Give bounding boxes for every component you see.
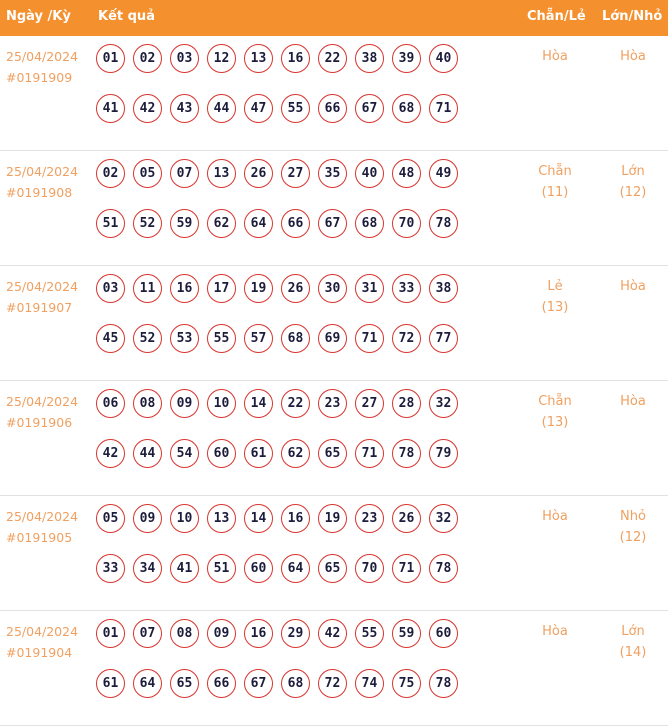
number-ball: 40 — [429, 44, 458, 73]
number-ball: 66 — [207, 669, 236, 698]
number-ball: 09 — [133, 504, 162, 533]
table-header — [0, 0, 668, 36]
number-ball: 22 — [318, 44, 347, 73]
number-ball: 16 — [244, 619, 273, 648]
number-ball: 61 — [244, 439, 273, 468]
even-odd-count: (13) — [541, 415, 569, 430]
number-ball: 39 — [392, 44, 421, 73]
number-ball: 05 — [96, 504, 125, 533]
number-ball: 45 — [96, 324, 125, 353]
result-numbers — [96, 44, 476, 144]
table-row — [0, 381, 668, 496]
number-ball: 78 — [392, 439, 421, 468]
date-period-cell — [6, 621, 78, 663]
draw-period: #0191905 — [6, 530, 73, 545]
result-numbers — [96, 274, 476, 374]
big-small-result: Hòa — [620, 49, 646, 64]
number-ball: 16 — [281, 504, 310, 533]
number-ball: 51 — [207, 554, 236, 583]
number-ball: 40 — [355, 159, 384, 188]
number-line — [96, 44, 476, 75]
big-small-cell — [603, 621, 663, 663]
number-ball: 52 — [133, 209, 162, 238]
number-ball: 38 — [355, 44, 384, 73]
even-odd-result: Hòa — [542, 49, 568, 64]
number-ball: 43 — [170, 94, 199, 123]
draw-period: #0191907 — [6, 300, 73, 315]
header-result: Kết quả — [98, 9, 155, 24]
number-ball: 07 — [133, 619, 162, 648]
number-ball: 26 — [392, 504, 421, 533]
number-ball: 60 — [244, 554, 273, 583]
number-ball: 62 — [281, 439, 310, 468]
number-ball: 19 — [318, 504, 347, 533]
number-ball: 28 — [392, 389, 421, 418]
big-small-result: Lớn — [621, 164, 645, 179]
number-ball: 60 — [207, 439, 236, 468]
big-small-cell — [603, 391, 663, 412]
number-ball: 54 — [170, 439, 199, 468]
number-ball: 67 — [355, 94, 384, 123]
number-ball: 29 — [281, 619, 310, 648]
number-ball: 42 — [133, 94, 162, 123]
number-line — [96, 554, 476, 585]
number-ball: 03 — [170, 44, 199, 73]
number-ball: 72 — [392, 324, 421, 353]
draw-period: #0191909 — [6, 70, 73, 85]
number-ball: 42 — [96, 439, 125, 468]
draw-period: #0191906 — [6, 415, 73, 430]
number-ball: 55 — [355, 619, 384, 648]
number-ball: 26 — [281, 274, 310, 303]
even-odd-cell — [525, 161, 585, 203]
big-small-count: (14) — [619, 645, 647, 660]
number-ball: 09 — [207, 619, 236, 648]
number-ball: 10 — [170, 504, 199, 533]
number-ball: 64 — [244, 209, 273, 238]
number-ball: 31 — [355, 274, 384, 303]
number-ball: 14 — [244, 504, 273, 533]
number-ball: 01 — [96, 44, 125, 73]
number-ball: 22 — [281, 389, 310, 418]
number-ball: 14 — [244, 389, 273, 418]
number-ball: 71 — [392, 554, 421, 583]
number-ball: 02 — [133, 44, 162, 73]
number-ball: 59 — [392, 619, 421, 648]
draw-date: 25/04/2024 — [6, 49, 79, 64]
number-ball: 32 — [429, 389, 458, 418]
number-ball: 68 — [281, 669, 310, 698]
date-period-cell — [6, 391, 78, 433]
number-ball: 16 — [170, 274, 199, 303]
even-odd-count: (11) — [541, 185, 569, 200]
number-ball: 61 — [96, 669, 125, 698]
date-period-cell — [6, 46, 78, 88]
results-table — [0, 36, 668, 726]
number-ball: 08 — [133, 389, 162, 418]
number-ball: 13 — [207, 159, 236, 188]
number-ball: 49 — [429, 159, 458, 188]
number-ball: 48 — [392, 159, 421, 188]
number-ball: 59 — [170, 209, 199, 238]
number-ball: 23 — [318, 389, 347, 418]
draw-period: #0191908 — [6, 185, 73, 200]
number-ball: 33 — [96, 554, 125, 583]
big-small-result: Lớn — [621, 624, 645, 639]
table-row — [0, 611, 668, 726]
number-line — [96, 324, 476, 355]
draw-date: 25/04/2024 — [6, 164, 79, 179]
number-line — [96, 619, 476, 650]
number-line — [96, 669, 476, 700]
number-ball: 78 — [429, 209, 458, 238]
number-ball: 01 — [96, 619, 125, 648]
number-ball: 53 — [170, 324, 199, 353]
table-row — [0, 496, 668, 611]
table-row — [0, 151, 668, 266]
number-ball: 71 — [355, 439, 384, 468]
draw-period: #0191904 — [6, 645, 73, 660]
number-ball: 75 — [392, 669, 421, 698]
header-big-small: Lớn/Nhỏ — [602, 9, 663, 24]
number-ball: 65 — [170, 669, 199, 698]
big-small-cell — [603, 46, 663, 67]
number-ball: 26 — [244, 159, 273, 188]
number-ball: 65 — [318, 439, 347, 468]
even-odd-cell — [525, 621, 585, 642]
big-small-result: Hòa — [620, 279, 646, 294]
number-ball: 09 — [170, 389, 199, 418]
number-ball: 79 — [429, 439, 458, 468]
number-ball: 68 — [355, 209, 384, 238]
draw-date: 25/04/2024 — [6, 624, 79, 639]
number-ball: 23 — [355, 504, 384, 533]
number-ball: 51 — [96, 209, 125, 238]
result-numbers — [96, 389, 476, 489]
even-odd-cell — [525, 276, 585, 318]
number-ball: 10 — [207, 389, 236, 418]
result-numbers — [96, 504, 476, 604]
even-odd-result: Hòa — [542, 624, 568, 639]
result-numbers — [96, 619, 476, 719]
table-row — [0, 36, 668, 151]
number-ball: 71 — [355, 324, 384, 353]
number-ball: 64 — [133, 669, 162, 698]
big-small-result: Hòa — [620, 394, 646, 409]
number-ball: 55 — [207, 324, 236, 353]
date-period-cell — [6, 506, 78, 548]
date-period-cell — [6, 276, 78, 318]
number-ball: 71 — [429, 94, 458, 123]
even-odd-cell — [525, 506, 585, 527]
number-ball: 12 — [207, 44, 236, 73]
number-ball: 70 — [355, 554, 384, 583]
number-ball: 78 — [429, 669, 458, 698]
big-small-count: (12) — [619, 530, 647, 545]
number-ball: 06 — [96, 389, 125, 418]
draw-date: 25/04/2024 — [6, 279, 79, 294]
number-ball: 44 — [133, 439, 162, 468]
number-ball: 42 — [318, 619, 347, 648]
number-ball: 74 — [355, 669, 384, 698]
even-odd-count: (13) — [541, 300, 569, 315]
even-odd-result: Lẻ — [547, 279, 563, 294]
number-line — [96, 159, 476, 190]
number-line — [96, 94, 476, 125]
number-ball: 03 — [96, 274, 125, 303]
number-ball: 62 — [207, 209, 236, 238]
number-line — [96, 439, 476, 470]
big-small-cell — [603, 161, 663, 203]
number-ball: 60 — [429, 619, 458, 648]
number-ball: 64 — [281, 554, 310, 583]
number-ball: 38 — [429, 274, 458, 303]
number-ball: 55 — [281, 94, 310, 123]
draw-date: 25/04/2024 — [6, 394, 79, 409]
number-ball: 32 — [429, 504, 458, 533]
big-small-cell — [603, 276, 663, 297]
header-date-period: Ngày /Kỳ — [6, 9, 71, 24]
number-ball: 05 — [133, 159, 162, 188]
header-even-odd: Chẵn/Lẻ — [527, 9, 586, 24]
number-ball: 13 — [244, 44, 273, 73]
number-ball: 68 — [392, 94, 421, 123]
number-ball: 35 — [318, 159, 347, 188]
number-ball: 13 — [207, 504, 236, 533]
number-line — [96, 389, 476, 420]
big-small-cell — [603, 506, 663, 548]
number-ball: 57 — [244, 324, 273, 353]
table-row — [0, 266, 668, 381]
number-ball: 47 — [244, 94, 273, 123]
number-ball: 02 — [96, 159, 125, 188]
number-ball: 33 — [392, 274, 421, 303]
draw-date: 25/04/2024 — [6, 509, 79, 524]
number-line — [96, 504, 476, 535]
number-ball: 44 — [207, 94, 236, 123]
number-ball: 11 — [133, 274, 162, 303]
big-small-result: Nhỏ — [620, 509, 646, 524]
number-ball: 30 — [318, 274, 347, 303]
number-ball: 34 — [133, 554, 162, 583]
number-ball: 65 — [318, 554, 347, 583]
number-ball: 08 — [170, 619, 199, 648]
number-ball: 16 — [281, 44, 310, 73]
number-ball: 69 — [318, 324, 347, 353]
number-ball: 66 — [318, 94, 347, 123]
number-ball: 52 — [133, 324, 162, 353]
date-period-cell — [6, 161, 78, 203]
number-ball: 41 — [96, 94, 125, 123]
even-odd-result: Chẵn — [538, 164, 572, 179]
number-ball: 27 — [355, 389, 384, 418]
number-ball: 17 — [207, 274, 236, 303]
even-odd-result: Hòa — [542, 509, 568, 524]
number-ball: 70 — [392, 209, 421, 238]
even-odd-cell — [525, 391, 585, 433]
number-ball: 78 — [429, 554, 458, 583]
big-small-count: (12) — [619, 185, 647, 200]
number-ball: 66 — [281, 209, 310, 238]
number-ball: 07 — [170, 159, 199, 188]
number-ball: 72 — [318, 669, 347, 698]
number-ball: 19 — [244, 274, 273, 303]
even-odd-result: Chẵn — [538, 394, 572, 409]
number-ball: 27 — [281, 159, 310, 188]
number-ball: 68 — [281, 324, 310, 353]
number-ball: 67 — [318, 209, 347, 238]
even-odd-cell — [525, 46, 585, 67]
number-ball: 67 — [244, 669, 273, 698]
number-ball: 77 — [429, 324, 458, 353]
number-ball: 41 — [170, 554, 199, 583]
number-line — [96, 274, 476, 305]
result-numbers — [96, 159, 476, 259]
number-line — [96, 209, 476, 240]
